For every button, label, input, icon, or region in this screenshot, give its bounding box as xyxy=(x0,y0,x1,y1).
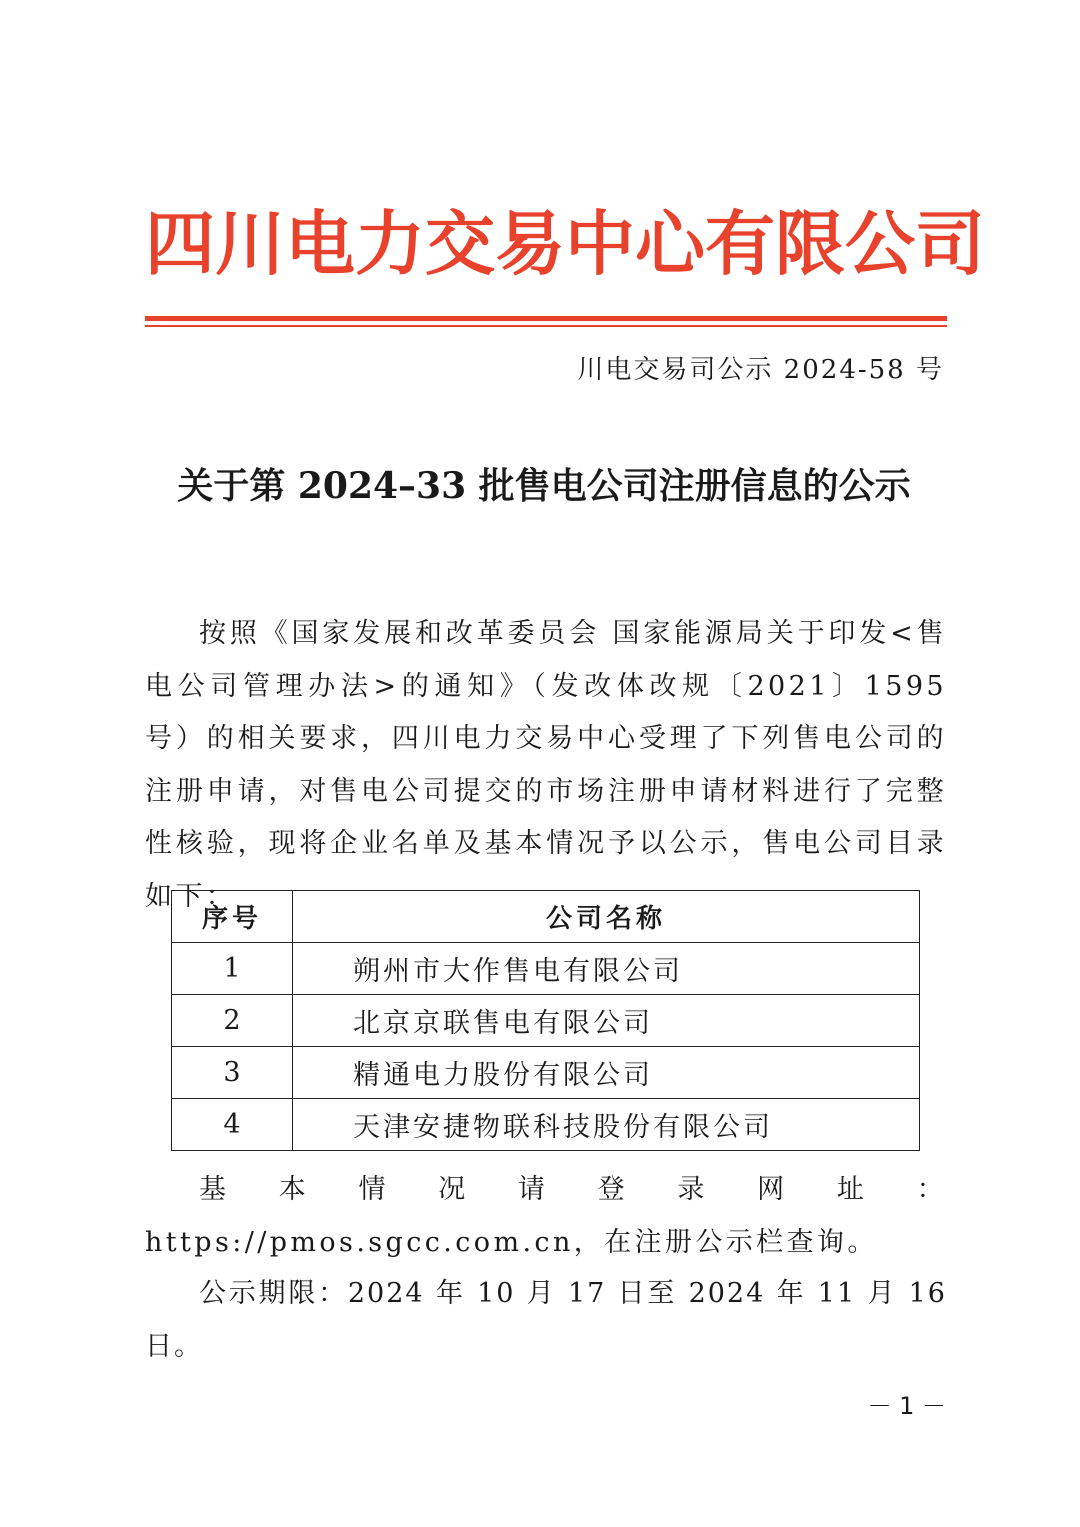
document-title: 关于第 2024–33 批售电公司注册信息的公示 xyxy=(177,465,911,507)
body-paragraph-period: 公示期限：2024 年 10 月 17 日至 2024 年 11 月 16 日。 xyxy=(145,1278,947,1362)
company-table xyxy=(171,890,920,1151)
table-row xyxy=(172,943,920,995)
row-serial: 1 xyxy=(172,943,293,995)
header-serial: 序号 xyxy=(172,891,293,943)
organization-title: 四川电力交易中心有限公司 xyxy=(145,203,985,285)
row-serial: 4 xyxy=(172,1099,293,1151)
row-company-name: 天津安捷物联科技股份有限公司 xyxy=(293,1099,920,1151)
row-serial: 3 xyxy=(172,1047,293,1099)
table-header-row xyxy=(172,891,920,943)
table-row xyxy=(172,995,920,1047)
header-rule-thin xyxy=(145,325,947,327)
row-company-name: 朔州市大作售电有限公司 xyxy=(293,943,920,995)
body-paragraph-website: 基本情况请登录网址：https://pmos.sgcc.com.cn，在注册公示栏查询。 xyxy=(145,1174,947,1258)
page-number: － 1 － xyxy=(867,1392,946,1420)
row-company-name: 北京京联售电有限公司 xyxy=(293,995,920,1047)
body-paragraph-intro: 按照《国家发展和改革委员会 国家能源局关于印发<售电公司管理办法>的通知》（发改体改规〔2021〕1595号）的相关要求，四川电力交易中心受理了下列售电公司的注册申请，对售电公司提交的市场注册申请材料进行了完整性核验，现将企业名单及基本情况予以公示，售电公司目录如下： xyxy=(145,618,947,912)
document-number: 川电交易司公示 2024-58 号 xyxy=(577,355,944,385)
header-rule-thick xyxy=(145,316,947,321)
table-row xyxy=(172,1047,920,1099)
row-company-name: 精通电力股份有限公司 xyxy=(293,1047,920,1099)
header-company-name: 公司名称 xyxy=(293,891,920,943)
row-serial: 2 xyxy=(172,995,293,1047)
table-row xyxy=(172,1099,920,1151)
